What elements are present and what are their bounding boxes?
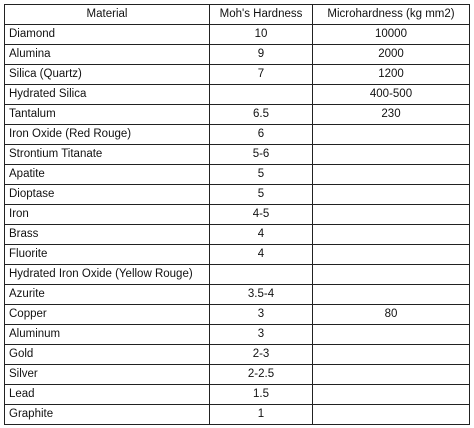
cell-mohs-hardness: 3 [210, 325, 313, 345]
cell-material: Tantalum [5, 105, 210, 125]
table-row [5, 345, 470, 365]
cell-material: Dioptase [5, 185, 210, 205]
cell-material: Silica (Quartz) [5, 65, 210, 85]
cell-microhardness [313, 245, 470, 265]
cell-microhardness [313, 185, 470, 205]
table-row [5, 45, 470, 65]
cell-material: Copper [5, 305, 210, 325]
cell-material: Silver [5, 365, 210, 385]
cell-mohs-hardness: 6.5 [210, 105, 313, 125]
table-row [5, 305, 470, 325]
cell-mohs-hardness: 7 [210, 65, 313, 85]
cell-mohs-hardness [210, 265, 313, 285]
hardness-table [4, 4, 470, 425]
cell-microhardness: 2000 [313, 45, 470, 65]
cell-mohs-hardness: 5 [210, 165, 313, 185]
cell-microhardness: 10000 [313, 25, 470, 45]
cell-microhardness [313, 325, 470, 345]
table-row [5, 385, 470, 405]
cell-microhardness [313, 145, 470, 165]
cell-material: Brass [5, 225, 210, 245]
cell-mohs-hardness: 2-3 [210, 345, 313, 365]
table-row [5, 245, 470, 265]
cell-microhardness [313, 285, 470, 305]
table-row [5, 225, 470, 245]
cell-microhardness [313, 405, 470, 425]
table-row [5, 125, 470, 145]
cell-material: Hydrated Iron Oxide (Yellow Rouge) [5, 265, 210, 285]
cell-material: Hydrated Silica [5, 85, 210, 105]
cell-material: Lead [5, 385, 210, 405]
cell-microhardness: 230 [313, 105, 470, 125]
table-row [5, 405, 470, 425]
header-row [5, 5, 470, 25]
cell-mohs-hardness: 5-6 [210, 145, 313, 165]
cell-microhardness [313, 125, 470, 145]
cell-material: Aluminum [5, 325, 210, 345]
table-row [5, 25, 470, 45]
cell-mohs-hardness: 4 [210, 225, 313, 245]
cell-mohs-hardness: 3.5-4 [210, 285, 313, 305]
cell-mohs-hardness: 10 [210, 25, 313, 45]
cell-microhardness [313, 385, 470, 405]
table-row [5, 365, 470, 385]
cell-material: Azurite [5, 285, 210, 305]
table-row [5, 285, 470, 305]
cell-microhardness [313, 165, 470, 185]
table-row [5, 165, 470, 185]
cell-mohs-hardness: 5 [210, 185, 313, 205]
cell-material: Iron [5, 205, 210, 225]
table-row [5, 325, 470, 345]
cell-microhardness [313, 345, 470, 365]
cell-material: Apatite [5, 165, 210, 185]
table-row [5, 105, 470, 125]
cell-material: Fluorite [5, 245, 210, 265]
cell-microhardness: 400-500 [313, 85, 470, 105]
header-microhardness: Microhardness (kg mm2) [313, 5, 470, 25]
cell-material: Strontium Titanate [5, 145, 210, 165]
cell-material: Gold [5, 345, 210, 365]
cell-mohs-hardness: 4 [210, 245, 313, 265]
cell-material: Graphite [5, 405, 210, 425]
cell-material: Alumina [5, 45, 210, 65]
cell-mohs-hardness: 1.5 [210, 385, 313, 405]
table-row [5, 265, 470, 285]
cell-mohs-hardness: 9 [210, 45, 313, 65]
header-material: Material [5, 5, 210, 25]
cell-mohs-hardness: 6 [210, 125, 313, 145]
table-row [5, 145, 470, 165]
table-row [5, 65, 470, 85]
cell-material: Diamond [5, 25, 210, 45]
cell-microhardness [313, 365, 470, 385]
table-row [5, 185, 470, 205]
cell-microhardness: 80 [313, 305, 470, 325]
cell-mohs-hardness: 2-2.5 [210, 365, 313, 385]
cell-mohs-hardness: 3 [210, 305, 313, 325]
table-body [5, 25, 470, 425]
cell-microhardness: 1200 [313, 65, 470, 85]
table-row [5, 205, 470, 225]
cell-mohs-hardness: 4-5 [210, 205, 313, 225]
cell-material: Iron Oxide (Red Rouge) [5, 125, 210, 145]
table-row [5, 85, 470, 105]
header-mohs-hardness: Moh's Hardness [210, 5, 313, 25]
cell-microhardness [313, 265, 470, 285]
cell-mohs-hardness [210, 85, 313, 105]
cell-microhardness [313, 225, 470, 245]
cell-mohs-hardness: 1 [210, 405, 313, 425]
cell-microhardness [313, 205, 470, 225]
